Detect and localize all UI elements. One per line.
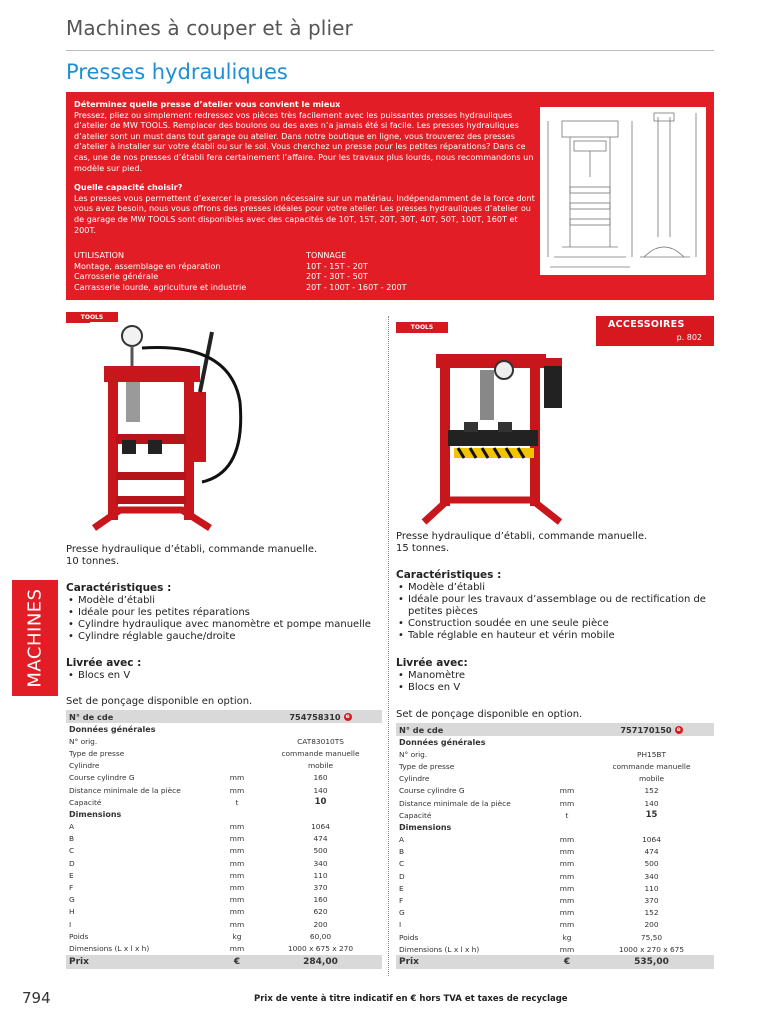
spec-label: E — [69, 870, 74, 880]
spec-group-general — [66, 723, 382, 735]
usage-tonnage: 20T - 100T - 160T - 200T — [306, 281, 407, 292]
spec-value: 200 — [644, 920, 659, 930]
spec-label: Capacité — [69, 797, 102, 807]
spec-unit: mm — [229, 895, 245, 905]
order-number: 757170150 — [620, 724, 672, 735]
spec-label: Cylindre — [399, 774, 430, 784]
spec-group-label: Dimensions — [69, 809, 122, 819]
spec-row — [396, 760, 714, 772]
brand-logo-text: TOOLS — [410, 324, 434, 331]
page-number: 794 — [22, 989, 51, 1007]
spec-row — [66, 735, 382, 747]
order-number-value — [259, 712, 382, 722]
press-dimension-diagram — [540, 107, 706, 275]
spec-row — [66, 747, 382, 759]
usage-tonnage: 20T - 30T - 50T — [306, 271, 368, 282]
spec-row — [66, 906, 382, 918]
spec-unit: t — [565, 810, 569, 820]
feature-item: • Cylindre réglable gauche/droite — [66, 631, 376, 643]
delivered-item: • Blocs en V — [66, 670, 376, 682]
spec-row — [66, 784, 382, 796]
spec-value: commande manuelle — [612, 761, 691, 771]
spec-label: B — [399, 847, 405, 857]
spec-label: Type de presse — [69, 748, 125, 758]
spec-unit: mm — [229, 822, 245, 832]
price-value: 535,00 — [634, 957, 669, 968]
feature-item: • Modèle d’établi — [396, 582, 706, 594]
usage-header-row — [74, 250, 538, 261]
spec-value: 1064 — [642, 835, 661, 845]
spec-unit: mm — [559, 786, 575, 796]
spec-value: 140 — [313, 785, 328, 795]
spec-unit: mm — [229, 919, 245, 929]
spec-row — [396, 943, 714, 955]
footer-note: Prix de vente à titre indicatif en € hors TVA et taxes de recyclage — [254, 994, 568, 1004]
spec-row — [66, 918, 382, 930]
spec-value: 620 — [313, 907, 328, 917]
spec-value: 160 — [313, 773, 328, 783]
spec-row — [66, 881, 382, 893]
spec-label: N° orig. — [69, 736, 98, 746]
hydraulic-press-15t-illustration — [420, 340, 580, 526]
spec-row — [396, 931, 714, 943]
price-label: Prix — [399, 957, 419, 968]
product-1-delivered-heading: Livrée avec : — [66, 657, 142, 669]
spec-value: 1064 — [311, 822, 330, 832]
spec-unit: t — [235, 797, 239, 807]
spec-unit: mm — [229, 834, 245, 844]
spec-unit: mm — [229, 870, 245, 880]
spec-value: 152 — [644, 908, 659, 918]
spec-label: Capacité — [399, 810, 432, 820]
spec-row — [396, 834, 714, 846]
brand-logo-text: TOOLS — [80, 314, 104, 321]
spec-label: G — [69, 895, 75, 905]
product-2-delivered-heading: Livrée avec: — [396, 657, 468, 669]
spec-value: 110 — [644, 883, 659, 893]
spec-unit: kg — [562, 932, 572, 942]
product-2-features-heading: Caractéristiques : — [396, 569, 502, 581]
order-number: 754758310 — [289, 711, 341, 722]
spec-unit: kg — [232, 931, 242, 941]
spec-unit: mm — [559, 920, 575, 930]
order-number-label: N° de cde — [69, 711, 114, 722]
spec-label: Dimensions (L x l x h) — [69, 943, 150, 953]
product-2-description — [396, 531, 706, 555]
accessories-page: p. 802 — [676, 333, 702, 342]
spec-unit: mm — [229, 846, 245, 856]
price-row — [396, 955, 714, 969]
spec-group-dimensions — [396, 821, 714, 833]
spec-value: PH15BT — [636, 749, 666, 759]
spec-label: C — [399, 859, 405, 869]
spec-value: CAT83010TS — [297, 736, 344, 746]
product-2-desc-line-1: Presse hydraulique d’établi, commande manuelle. — [396, 531, 648, 542]
spec-row — [66, 833, 382, 845]
spec-label: I — [399, 920, 402, 930]
product-2-spec-table — [396, 723, 714, 969]
spec-label: F — [399, 896, 404, 906]
spec-label: Distance minimale de la pièce — [69, 785, 181, 795]
brand-logo — [396, 322, 448, 333]
spec-row — [66, 942, 382, 954]
spec-label: Cylindre — [69, 761, 100, 771]
spec-label: C — [69, 846, 75, 856]
spec-value: 140 — [644, 798, 659, 808]
spec-unit: mm — [559, 896, 575, 906]
accessories-banner[interactable] — [596, 316, 714, 346]
order-number-value — [589, 725, 714, 735]
spec-unit: mm — [229, 858, 245, 868]
spec-value: 1000 x 675 x 270 — [287, 943, 354, 953]
feature-item: • Modèle d’établi — [66, 595, 376, 607]
feature-item: • Cylindre hydraulique avec manomètre et pompe manuelle — [66, 619, 376, 631]
spec-row — [396, 870, 714, 882]
side-tab-label: MACHINES — [24, 588, 46, 688]
spec-label: I — [69, 919, 72, 929]
product-image-15t — [420, 340, 580, 526]
price-label: Prix — [69, 956, 89, 967]
hydraulic-press-10t-illustration — [90, 322, 250, 534]
spec-unit: mm — [229, 943, 245, 953]
usage-use: Carrasserie lourde, agriculture et industrie — [74, 281, 247, 292]
spec-row — [396, 846, 714, 858]
spec-value: 1000 x 270 x 675 — [618, 944, 685, 954]
feature-item: • Idéale pour les petites réparations — [66, 607, 376, 619]
feature-item: • Idéale pour les travaux d’assemblage ou de rectification de petites pièces — [396, 594, 706, 618]
product-2-delivered-list — [396, 670, 706, 694]
accessories-label: ACCESSOIRES — [608, 319, 685, 330]
spec-unit: mm — [229, 785, 245, 795]
usage-use: Montage, assemblage en réparation — [74, 260, 221, 271]
spec-unit: mm — [559, 847, 575, 857]
usage-row — [74, 261, 538, 272]
spec-value: 60,00 — [309, 931, 332, 941]
spec-value: 500 — [313, 846, 328, 856]
spec-label: Type de presse — [399, 761, 455, 771]
spec-row — [66, 796, 382, 808]
spec-group-general — [396, 736, 714, 748]
spec-unit: mm — [559, 835, 575, 845]
feature-item: • Table réglable en hauteur et vérin mobile — [396, 630, 706, 642]
usage-use: Carrosserie générale — [74, 271, 159, 282]
spec-label: F — [69, 883, 74, 893]
spec-value: 370 — [644, 896, 659, 906]
spec-group-dimensions — [66, 808, 382, 820]
spec-value: 474 — [313, 834, 328, 844]
feature-item: • Construction soudée en une seule pièce — [396, 618, 706, 630]
order-number-label: N° de cde — [399, 724, 444, 735]
spec-value: 340 — [313, 858, 328, 868]
spec-value: 10 — [314, 797, 327, 808]
spec-row — [66, 857, 382, 869]
spec-label: N° orig. — [399, 749, 428, 759]
spec-row — [396, 907, 714, 919]
spec-row — [396, 797, 714, 809]
usage-row — [74, 282, 538, 293]
spec-group-label: Données générales — [399, 737, 486, 747]
product-2-features — [396, 582, 706, 642]
column-divider — [388, 316, 389, 976]
spec-row — [66, 930, 382, 942]
intro-paragraph-2: Les presses vous permettent d’exercer la pression nécessaire sur un matériau. Indépendamment de la force dont vous avez besoin, nous vous offrons des presses idéales pour votre atelier. Les presses hydrauliques d’atelier ou de garage de MW TOOLS sont disponibles avec des capacités de 10T, 15T, 20T, 30T, 40T, 50T, 100T, 160T et 200T. — [74, 192, 535, 235]
spec-value: 15 — [645, 810, 658, 821]
page-title: Presses hydrauliques — [66, 60, 288, 84]
spec-row — [396, 785, 714, 797]
spec-row — [396, 748, 714, 760]
intro-heading-1: Déterminez quelle presse d’atelier vous convient le mieux — [74, 99, 341, 109]
press-diagram-drawing — [540, 107, 706, 275]
intro-box — [66, 92, 714, 300]
spec-label: B — [69, 834, 75, 844]
spec-row — [66, 760, 382, 772]
spec-unit: mm — [229, 883, 245, 893]
usage-tonnage: 10T - 15T - 20T — [306, 260, 368, 271]
spec-unit: mm — [559, 908, 575, 918]
spec-row — [396, 894, 714, 906]
spec-row — [66, 845, 382, 857]
product-1-spec-table — [66, 710, 382, 969]
usage-table — [74, 250, 538, 292]
price-currency: € — [233, 956, 241, 967]
product-2-option: Set de ponçage disponible en option. — [396, 709, 583, 720]
product-1-desc-line-1: Presse hydraulique d’établi, commande manuelle. — [66, 544, 318, 555]
eco-tax-icon: e — [676, 726, 681, 733]
product-1-description — [66, 544, 376, 568]
spec-value: commande manuelle — [281, 748, 360, 758]
eco-tax-icon: e — [345, 713, 350, 720]
delivered-item: • Blocs en V — [396, 682, 706, 694]
spec-value: 160 — [313, 895, 328, 905]
spec-row — [66, 894, 382, 906]
intro-heading-2: Quelle capacité choisir? — [74, 182, 183, 193]
header-rule — [66, 50, 714, 51]
spec-row — [396, 882, 714, 894]
usage-header-utilisation: UTILISATION — [74, 250, 125, 260]
spec-value: 340 — [644, 871, 659, 881]
spec-label: G — [399, 908, 405, 918]
product-1-features-heading: Caractéristiques : — [66, 582, 172, 594]
spec-value: 474 — [644, 847, 659, 857]
spec-value: 200 — [313, 919, 328, 929]
product-2-desc-line-2: 15 tonnes. — [396, 543, 450, 554]
price-row — [66, 955, 382, 969]
spec-unit: mm — [229, 773, 245, 783]
spec-value: 152 — [644, 786, 659, 796]
spec-label: E — [399, 883, 404, 893]
spec-value: 75,50 — [640, 932, 663, 942]
spec-unit: mm — [229, 907, 245, 917]
spec-value: mobile — [638, 774, 665, 784]
spec-row — [66, 772, 382, 784]
spec-label: Poids — [69, 931, 89, 941]
spec-row — [66, 869, 382, 881]
spec-label: Course cylindre G — [69, 773, 135, 783]
spec-group-label: Données générales — [69, 724, 156, 734]
spec-row — [396, 773, 714, 785]
spec-value: mobile — [307, 761, 334, 771]
product-1-desc-line-2: 10 tonnes. — [66, 556, 120, 567]
spec-value: 500 — [644, 859, 659, 869]
section-title: Machines à couper et à plier — [66, 16, 353, 40]
spec-label: Dimensions (L x l x h) — [399, 944, 480, 954]
spec-row — [396, 809, 714, 821]
spec-unit: mm — [559, 871, 575, 881]
spec-label: A — [399, 835, 405, 845]
spec-unit: mm — [559, 798, 575, 808]
spec-unit: mm — [559, 883, 575, 893]
spec-row — [66, 821, 382, 833]
spec-unit: mm — [559, 859, 575, 869]
spec-label: D — [399, 871, 405, 881]
section-side-tab[interactable] — [12, 580, 58, 696]
usage-row — [74, 271, 538, 282]
spec-row — [396, 919, 714, 931]
product-1-option: Set de ponçage disponible en option. — [66, 696, 253, 707]
price-value: 284,00 — [303, 956, 338, 967]
intro-paragraph-1: Pressez, pliez ou simplement redressez vos pièces très facilement avec les puissantes presses hydrauliques d’atelier de MW TOOLS. Remplacer des boulons ou des axes n’a jamais été si facile. Les presses hydrauliques d’atelier sont un must dans tout garage ou atelier. Dans notre boutique en ligne, vous trouverez des presses d’atelier à installer sur votre établi ou sur le sol. Vous cherchez un presse pour les petites réparations? Dans ce cas, une de nos presses d’établi fera certainement l’affaire. Pour les travaux plus lourds, nous recommandons un modèle sur pied. — [74, 109, 534, 173]
spec-value: 370 — [313, 883, 328, 893]
delivered-item: • Manomètre — [396, 670, 706, 682]
spec-label: Course cylindre G — [399, 786, 465, 796]
order-number-row — [396, 723, 714, 736]
product-image-10t — [90, 322, 250, 534]
intro-text — [74, 99, 538, 244]
price-currency: € — [563, 957, 571, 968]
spec-unit: mm — [559, 944, 575, 954]
product-1-features — [66, 595, 376, 643]
spec-row — [396, 858, 714, 870]
spec-group-label: Dimensions — [399, 822, 452, 832]
usage-header-tonnage: TONNAGE — [306, 250, 347, 260]
spec-label: Poids — [399, 932, 419, 942]
spec-label: Distance minimale de la pièce — [399, 798, 511, 808]
order-number-row — [66, 710, 382, 723]
spec-label: A — [69, 822, 75, 832]
spec-label: D — [69, 858, 75, 868]
spec-value: 110 — [313, 870, 328, 880]
spec-label: H — [69, 907, 75, 917]
product-1-delivered-list — [66, 670, 376, 682]
